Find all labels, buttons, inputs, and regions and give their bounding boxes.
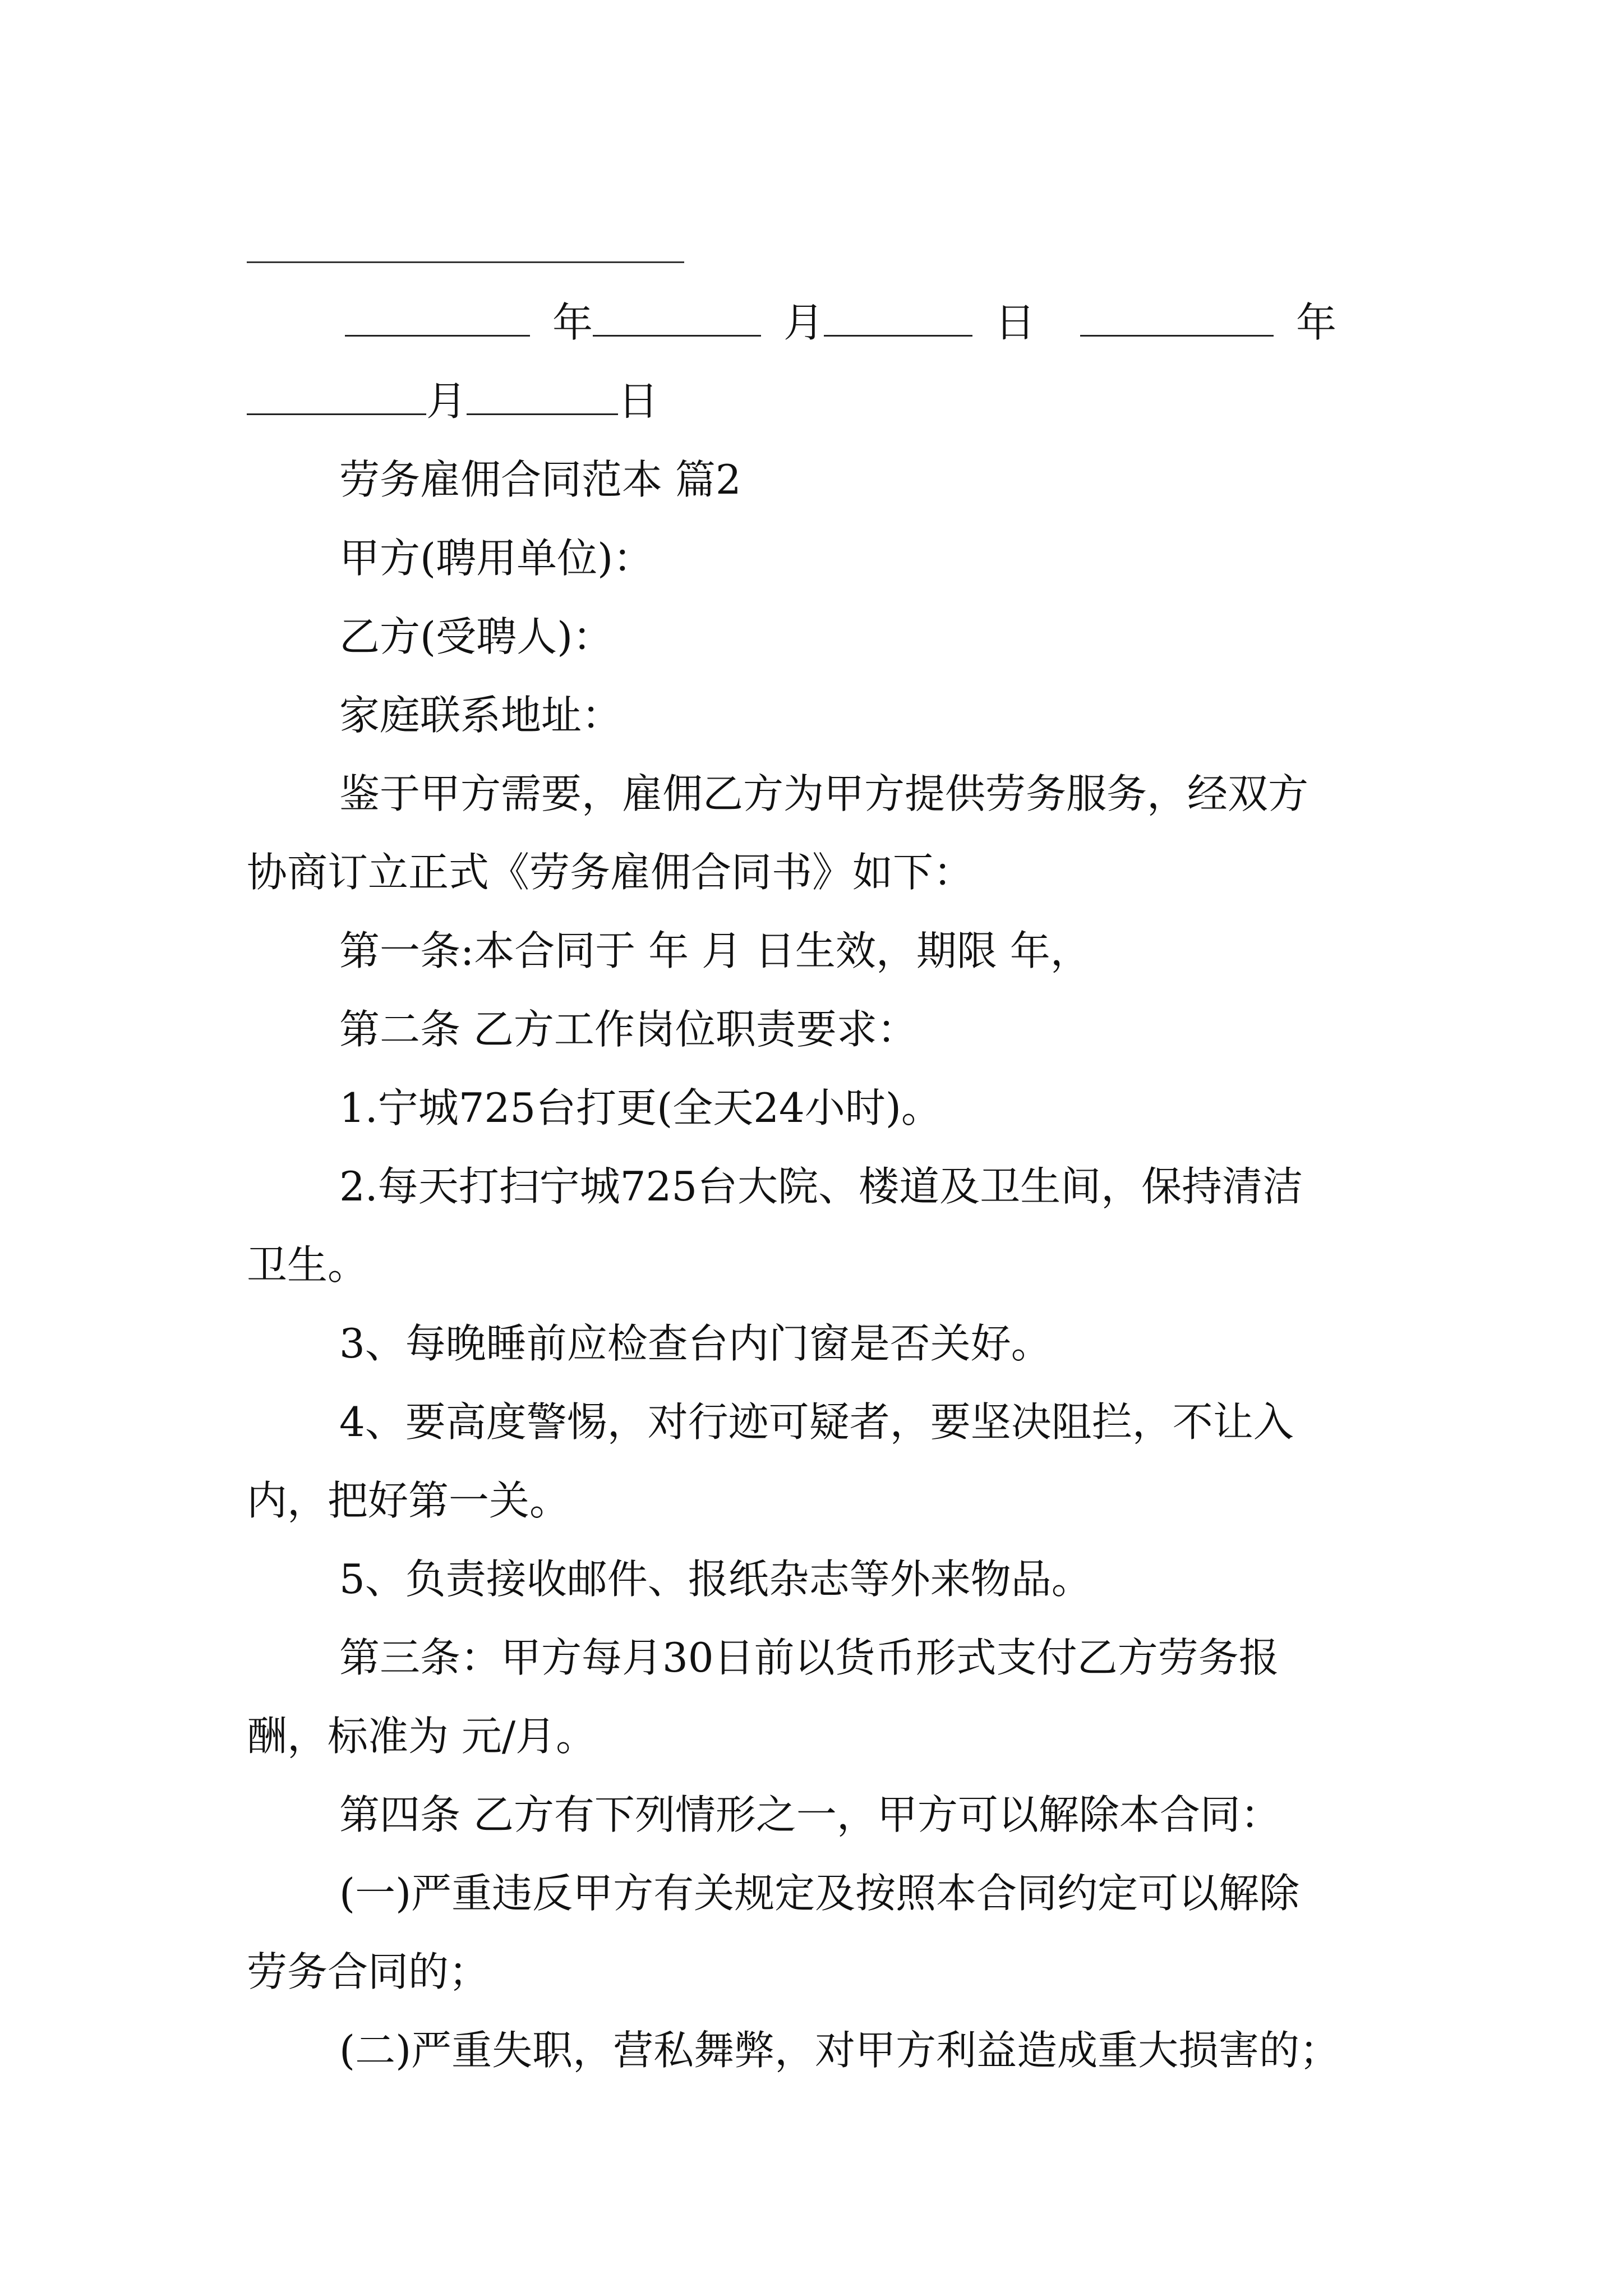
day-label: 日 — [618, 378, 659, 425]
article-3-cont: 酬，标准为 元/月。 — [247, 1713, 597, 1760]
month-label: 月 — [426, 378, 467, 425]
duty-item-5: 5、负责接收邮件、报纸杂志等外来物品。 — [339, 1556, 1092, 1603]
party-b-line: 乙方(受聘人)： — [339, 613, 614, 660]
article-3: 第三条：甲方每月30日前以货币形式支付乙方劳务报 — [339, 1634, 1279, 1681]
preamble-line: 协商订立正式《劳务雇佣合同书》如下： — [247, 849, 974, 896]
clause-1-cont: 劳务合同的； — [247, 1948, 490, 1995]
duty-item-2: 2.每天打扫宁城725台大院、楼道及卫生间，保持清洁 — [339, 1163, 1303, 1210]
preamble-line: 鉴于甲方需要，雇佣乙方为甲方提供劳务服务，经双方 — [339, 770, 1309, 817]
month-blank — [247, 376, 426, 415]
address-line: 家庭联系地址： — [339, 692, 623, 739]
party-a-line: 甲方(聘用单位)： — [339, 535, 654, 582]
year-label: 年 — [1296, 299, 1337, 346]
duty-item-4: 4、要高度警惕，对行迹可疑者，要坚决阻拦，不让入 — [339, 1398, 1294, 1446]
day-blank — [467, 376, 618, 415]
year-label: 年 — [552, 299, 593, 346]
duty-item-4-cont: 内，把好第一关。 — [247, 1477, 570, 1524]
duty-item-3: 3、每晚睡前应检查台内门窗是否关好。 — [339, 1320, 1052, 1367]
article-1: 第一条:本合同于 年 月 日生效，期限 年， — [339, 927, 1091, 974]
clause-2: (二)严重失职，营私舞弊，对甲方利益造成重大损害的； — [339, 2027, 1340, 2074]
duty-item-2-cont: 卫生。 — [247, 1241, 368, 1289]
signature-rule — [247, 261, 684, 263]
day-label: 日 — [995, 299, 1036, 346]
year-blank — [345, 298, 530, 337]
article-2: 第二条 乙方工作岗位职责要求： — [339, 1006, 917, 1053]
date-line-2 — [247, 373, 658, 429]
month-blank — [593, 298, 761, 337]
day-blank — [824, 298, 972, 337]
section-title: 劳务雇佣合同范本 篇2 — [339, 456, 741, 503]
duty-item-1: 1.宁城725台打更(全天24小时)。 — [339, 1084, 942, 1131]
clause-1: (一)严重违反甲方有关规定及按照本合同约定可以解除 — [339, 1870, 1300, 1917]
year-blank — [1080, 298, 1274, 337]
month-label: 月 — [783, 299, 824, 346]
article-4: 第四条 乙方有下列情形之一，甲方可以解除本合同： — [339, 1791, 1281, 1838]
date-line-1 — [345, 295, 1336, 351]
